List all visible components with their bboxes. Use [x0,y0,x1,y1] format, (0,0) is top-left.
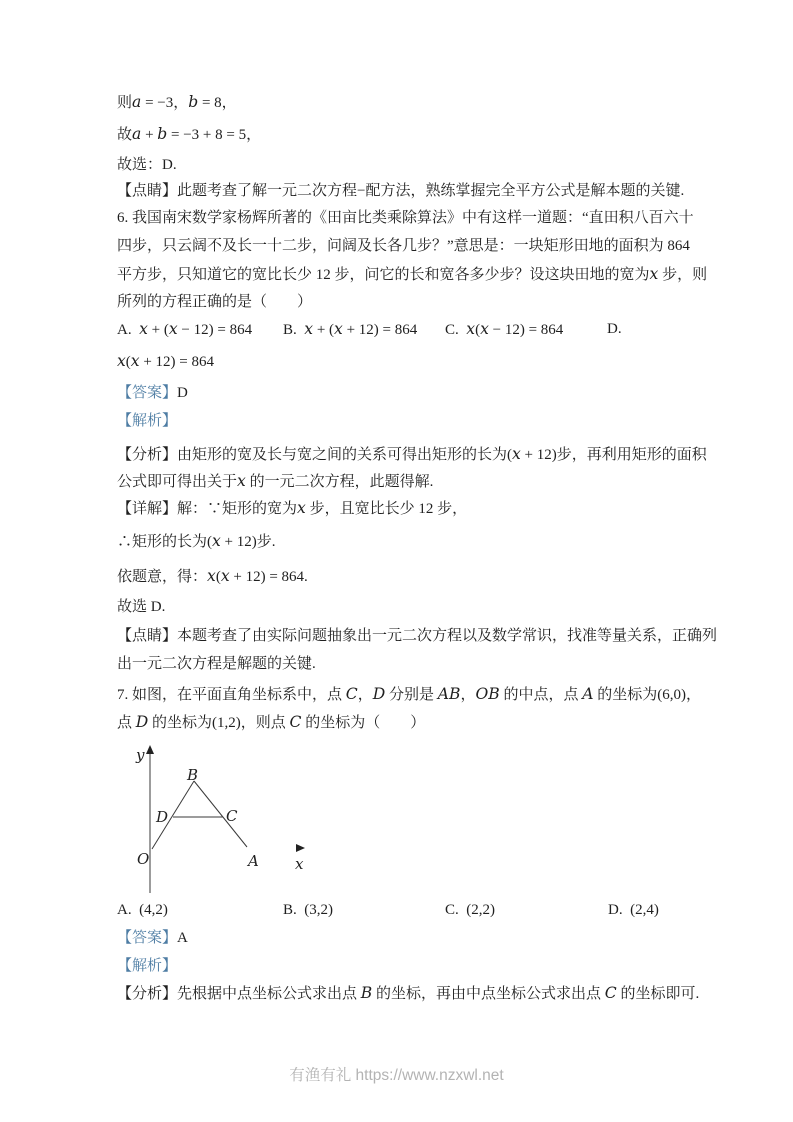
q6-fenxi-line: 【分析】由矩形的宽及长与宽之间的关系可得出矩形的长为(x + 12)步，再利用矩形的面积 [117,445,707,463]
q6-stem-line: 平方步，只知道它的宽比长少 12 步，问它的长和宽各多少步？设这块田地的宽为x 步，则 [117,265,708,283]
y-axis-arrow-icon [146,745,154,754]
q6-xiangjie-line: ∴矩形的长为(x + 12)步. [117,532,276,550]
q7-option-a: A. (4,2) [117,902,168,918]
label-C: C [226,807,238,825]
q6-remark-line: 【点睛】本题考查了由实际问题抽象出一元二次方程以及数学常识，找准等量关系，正确列 [117,628,718,644]
label-O: O [137,850,150,868]
label-y: y [136,746,145,764]
q6-stem-line: 6. 我国南宋数学家杨辉所著的《田亩比类乘除算法》中有这样一道题：“直田积八百六十 [117,210,694,226]
q6-option-d-formula: x(x + 12) = 864 [117,352,215,370]
q6-option-d: D. [607,321,622,337]
x-axis-arrow-icon [296,844,305,852]
watermark-footer: 有渔有礼 https://www.nzxwl.net [289,1067,504,1084]
q6-stem-line: 四步，只云阔不及长一十二步，问阔及长各几步？”意思是：一块矩形田地的面积为 864 [117,238,690,254]
q6-xiangjie-line: 依题意，得：x(x + 12) = 864. [117,567,308,585]
q5-solution-line: 故a + b = −3 + 8 = 5， [117,125,262,143]
q6-stem-line: 所列的方程正确的是（ ） [117,294,313,310]
q6-xiangjie-line: 【详解】解：∵矩形的宽为x 步，且宽比长少 12 步， [117,499,468,517]
q7-stem-line: 点 D 的坐标为(1,2)，则点 C 的坐标为（ ） [117,713,426,731]
q6-option-a: A. x + (x − 12) = 864 [117,320,253,338]
q6-option-b: B. x + (x + 12) = 864 [283,320,418,338]
q6-option-c: C. x(x − 12) = 864 [445,320,564,338]
q7-answer-line: 【答案】A [117,930,188,946]
q7-stem-line: 7. 如图，在平面直角坐标系中，点 C，D 分别是 AB，OB 的中点，点 A 的坐标为(6,0)， [117,685,702,703]
q7-option-c: C. (2,2) [445,902,496,918]
label-B: B [187,766,199,784]
q7-option-b: B. (3,2) [283,902,334,918]
q6-fenxi-line: 公式即可得出关于x 的一元二次方程，此题得解. [117,472,434,490]
q5-solution-line: 则a = −3，b = 8， [117,93,237,111]
label-x: x [295,855,304,873]
q5-remark-line: 【点睛】此题考查了解一元二次方程−配方法，熟练掌握完全平方公式是解本题的关键. [117,183,685,199]
label-A: A [248,852,259,870]
q7-fenxi-line: 【分析】先根据中点坐标公式求出点 B 的坐标，再由中点坐标公式求出点 C 的坐标即可. [117,984,700,1002]
q6-jiexi-line: 【解析】 [117,413,178,429]
segment-BA [194,781,247,847]
q5-choice-line: 故选：D. [117,157,177,173]
q7-jiexi-line: 【解析】 [117,958,178,974]
label-D: D [156,808,169,826]
coordinate-plane-figure [130,740,350,900]
q6-choice-line: 故选 D. [117,599,166,615]
q6-answer-line: 【答案】D [117,385,188,401]
q7-option-d: D. (2,4) [608,902,659,918]
q6-remark-line: 出一元二次方程是解题的关键. [117,656,316,672]
